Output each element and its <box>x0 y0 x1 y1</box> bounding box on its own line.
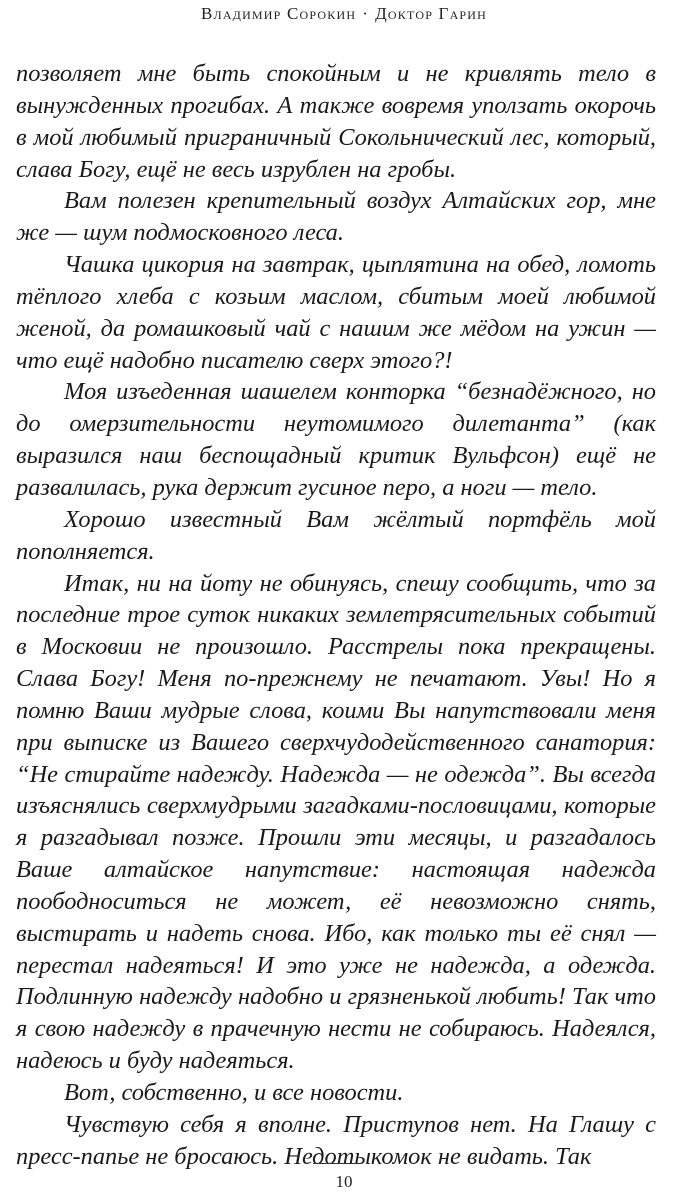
running-head-author: Владимир Сорокин <box>200 4 357 23</box>
paragraph: Моя изъеденная шашелем конторка “безнадёжного, но до омерзительности неутомимого дилетанта” (как выразился наш беспощадный критик Вульфсон) ещё не развалилась, рука держит гусиное перо, а ноги — тело. <box>16 378 656 501</box>
running-head <box>0 4 688 24</box>
paragraph: Итак, ни на йоту не обинуясь, спешу сообщить, что за последние трое суток никаких землетрясительных событий в Московии не произошло. Расстрелы пока прекращены. Слава Богу! Меня по-прежнему не печатают. Увы! Но я помню Ваши мудрые слова, коими Вы напутствовали меня при выписке из Вашего сверхчудодейственного санатория: “Не стирайте надежду. Надежда — не одежда”. Вы всегда изъяснялись сверхмудрыми загадками-пословицами, которые я разгадывал позже. Прошли эти месяцы, и разгадалось Ваше алтайское напутствие: настоящая надежда поободноситься не может, её невозможно снять, выстирать и надеть снова. Ибо, как только ты её снял — перестал надеяться! И это уже не надежда, а одежда. Подлинную надежду надобно и грязненькой любить! Так что я свою надежду в прачечную нести не собираюсь. Надеялся, надеюсь и буду надеяться. <box>16 569 656 1075</box>
running-head-separator: · <box>362 4 370 23</box>
folio-rule <box>313 1163 361 1164</box>
paragraph: Вот, собственно, и все новости. <box>64 1079 404 1106</box>
paragraph: Вам полезен крепительный воздух Алтайских гор, мне же — шум подмосковного леса. <box>16 187 656 247</box>
paragraph: Чувствую себя я вполне. Приступов нет. На Глашу с пресс-папье не бросаюсь. Недотыкомок не видать. Так <box>16 1110 656 1170</box>
paragraph: Чашка цикория на завтрак, цыплятина на обед, ломоть тёплого хлеба с козьим маслом, сбитым моей любимой женой, да ромашковый чай с нашим же мёдом на ужин — что ещё надобно писателю сверх этого?! <box>16 251 656 374</box>
running-head-title: Доктор Гарин <box>375 4 488 23</box>
page-number: 10 <box>335 1172 353 1191</box>
paragraph: позволяет мне быть спокойным и не кривлять тело в вынужденных прогибах. А также вовремя уползать окорочь в мой любимый приграничный Сокольнический лес, который, слава Богу, ещё не весь изрублен на гробы. <box>16 60 656 183</box>
page-text <box>16 58 656 1173</box>
paragraph: Хорошо известный Вам жёлтый портфёль мой пополняется. <box>16 505 656 565</box>
